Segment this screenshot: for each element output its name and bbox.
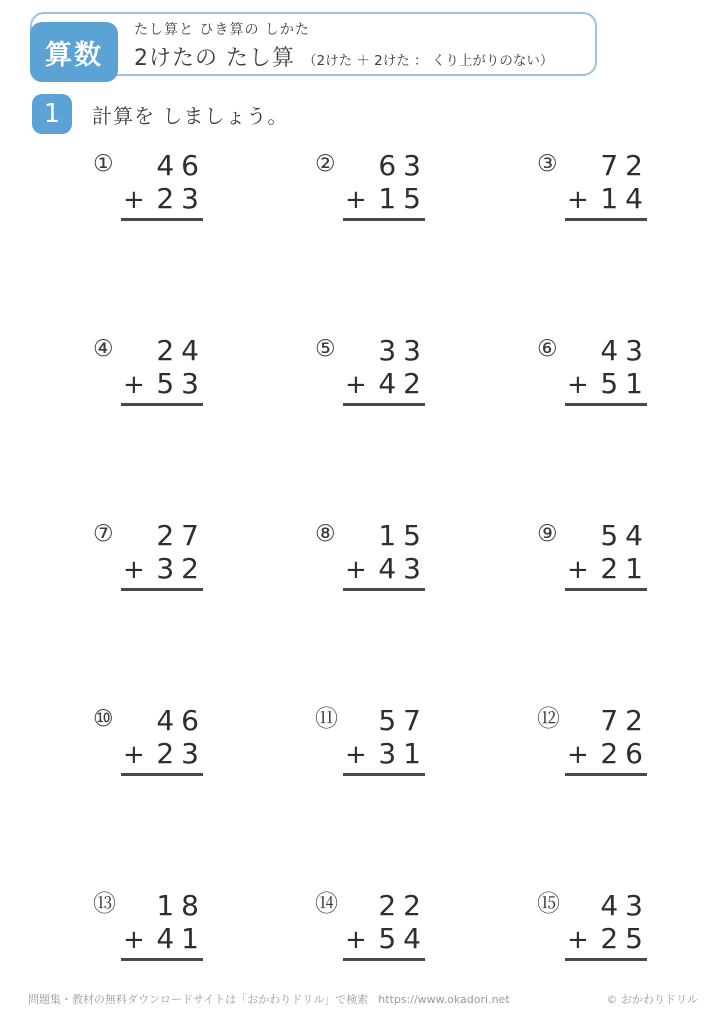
addend: 43 bbox=[378, 552, 428, 585]
augend: 33 bbox=[378, 334, 428, 367]
section-number-badge: 1 bbox=[32, 94, 72, 134]
plus-sign: + bbox=[567, 555, 589, 585]
augend: 24 bbox=[156, 334, 206, 367]
problem-number: ⑥ bbox=[537, 336, 558, 362]
problem-14 bbox=[315, 889, 428, 962]
problem-number: ⑭ bbox=[315, 891, 338, 917]
augend: 15 bbox=[378, 519, 428, 552]
worksheet-title-note: （2けた ＋ 2けた ： くり上がりのない） bbox=[303, 53, 554, 69]
problem-6 bbox=[537, 334, 650, 407]
augend: 57 bbox=[378, 704, 428, 737]
plus-sign: + bbox=[345, 925, 367, 955]
vertical-addition bbox=[121, 334, 206, 406]
addend: 42 bbox=[378, 367, 428, 400]
footer-copyright: © おかわりドリル bbox=[606, 993, 698, 1006]
plus-sign: + bbox=[345, 370, 367, 400]
vertical-addition bbox=[121, 889, 206, 961]
problem-number: ⑩ bbox=[93, 706, 114, 732]
problem-3 bbox=[537, 149, 650, 222]
vertical-addition bbox=[121, 704, 206, 776]
problem-number: ② bbox=[315, 151, 336, 177]
worksheet-title-main: 2けたの たし算 bbox=[134, 46, 295, 71]
problem-8 bbox=[315, 519, 428, 592]
addend: 21 bbox=[600, 552, 650, 585]
problem-13 bbox=[93, 889, 206, 962]
vertical-addition bbox=[343, 149, 428, 221]
augend: 18 bbox=[156, 889, 206, 922]
plus-sign: + bbox=[123, 185, 145, 215]
problem-number: ⑬ bbox=[93, 891, 116, 917]
worksheet-subtitle: たし算と ひき算の しかた bbox=[134, 22, 310, 38]
augend: 63 bbox=[378, 149, 428, 182]
plus-sign: + bbox=[123, 555, 145, 585]
addend: 53 bbox=[156, 367, 206, 400]
plus-sign: + bbox=[567, 740, 589, 770]
addend: 51 bbox=[600, 367, 650, 400]
plus-sign: + bbox=[567, 185, 589, 215]
problem-9 bbox=[537, 519, 650, 592]
addend: 14 bbox=[600, 182, 650, 215]
problem-number: ① bbox=[93, 151, 114, 177]
problem-number: ⑦ bbox=[93, 521, 114, 547]
addend: 15 bbox=[378, 182, 428, 215]
plus-sign: + bbox=[123, 925, 145, 955]
footer-site-note bbox=[28, 991, 520, 1007]
section-heading bbox=[32, 94, 288, 134]
plus-sign: + bbox=[345, 740, 367, 770]
plus-sign: + bbox=[123, 370, 145, 400]
addend: 23 bbox=[156, 182, 206, 215]
problem-2 bbox=[315, 149, 428, 222]
section-instruction: 計算を しましょう。 bbox=[92, 103, 289, 128]
augend: 72 bbox=[600, 704, 650, 737]
addend: 32 bbox=[156, 552, 206, 585]
problem-12 bbox=[537, 704, 650, 777]
subject-badge: 算数 bbox=[30, 22, 118, 82]
problem-number: ⑪ bbox=[315, 706, 338, 732]
vertical-addition bbox=[565, 519, 650, 591]
header-text bbox=[134, 19, 553, 72]
problem-number: ⑧ bbox=[315, 521, 336, 547]
vertical-addition bbox=[121, 519, 206, 591]
addend: 41 bbox=[156, 922, 206, 955]
addend: 26 bbox=[600, 737, 650, 770]
vertical-addition bbox=[565, 149, 650, 221]
problem-15 bbox=[537, 889, 650, 962]
problem-number: ⑫ bbox=[537, 706, 560, 732]
augend: 72 bbox=[600, 149, 650, 182]
augend: 43 bbox=[600, 889, 650, 922]
footer-url: https://www.okadori.net bbox=[378, 993, 510, 1006]
plus-sign: + bbox=[123, 740, 145, 770]
vertical-addition bbox=[343, 334, 428, 406]
problem-4 bbox=[93, 334, 206, 407]
addend: 31 bbox=[378, 737, 428, 770]
problems-grid bbox=[93, 149, 650, 962]
plus-sign: + bbox=[345, 555, 367, 585]
problem-number: ④ bbox=[93, 336, 114, 362]
vertical-addition bbox=[121, 149, 206, 221]
worksheet-title bbox=[134, 41, 553, 72]
augend: 22 bbox=[378, 889, 428, 922]
augend: 46 bbox=[156, 149, 206, 182]
problem-number: ③ bbox=[537, 151, 558, 177]
vertical-addition bbox=[565, 889, 650, 961]
plus-sign: + bbox=[567, 925, 589, 955]
vertical-addition bbox=[565, 334, 650, 406]
page-footer bbox=[28, 991, 698, 1007]
addend: 25 bbox=[600, 922, 650, 955]
augend: 54 bbox=[600, 519, 650, 552]
vertical-addition bbox=[343, 704, 428, 776]
problem-number: ⑨ bbox=[537, 521, 558, 547]
plus-sign: + bbox=[345, 185, 367, 215]
augend: 43 bbox=[600, 334, 650, 367]
problem-number: ⑮ bbox=[537, 891, 560, 917]
problem-5 bbox=[315, 334, 428, 407]
vertical-addition bbox=[565, 704, 650, 776]
problem-number: ⑤ bbox=[315, 336, 336, 362]
augend: 27 bbox=[156, 519, 206, 552]
augend: 46 bbox=[156, 704, 206, 737]
footer-search-text: 問題集・教材の無料ダウンロードサイトは「おかわりドリル」で検索 bbox=[28, 993, 369, 1006]
addend: 54 bbox=[378, 922, 428, 955]
addend: 23 bbox=[156, 737, 206, 770]
problem-1 bbox=[93, 149, 206, 222]
problem-11 bbox=[315, 704, 428, 777]
problem-7 bbox=[93, 519, 206, 592]
plus-sign: + bbox=[567, 370, 589, 400]
vertical-addition bbox=[343, 519, 428, 591]
vertical-addition bbox=[343, 889, 428, 961]
problem-10 bbox=[93, 704, 206, 777]
